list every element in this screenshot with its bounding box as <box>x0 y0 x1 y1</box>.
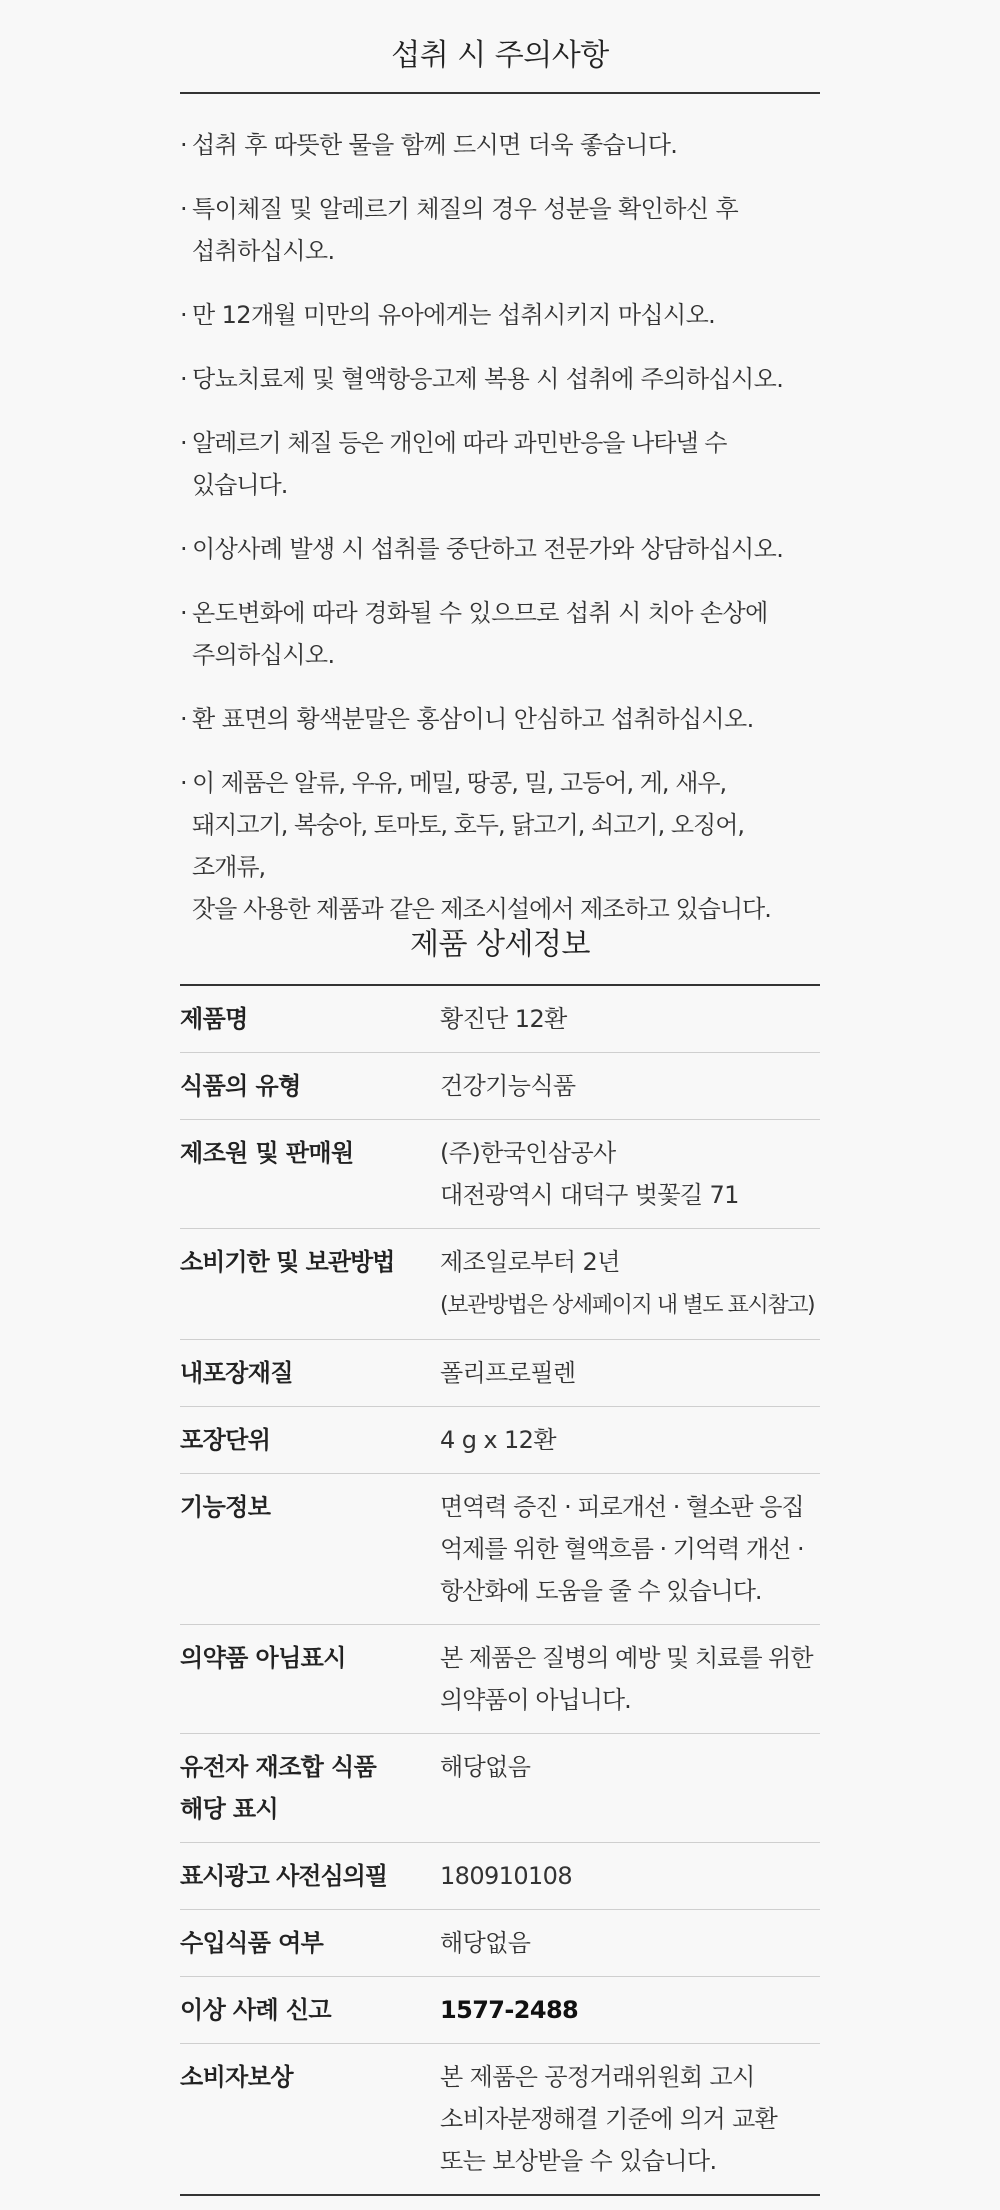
caution-item <box>180 698 820 740</box>
row-label-imported: 수입식품 여부 <box>180 1929 324 1957</box>
caution-item <box>180 422 820 506</box>
product-info-table <box>180 986 820 2196</box>
detail-title: 제품 상세정보 <box>410 927 590 962</box>
table-row <box>180 1734 820 1843</box>
caution-text: 만 12개월 미만의 유아에게는 섭취시키지 마십시오. <box>192 301 716 329</box>
row-value-not-medicine: 본 제품은 질병의 예방 및 치료를 위한 의약품이 아닙니다. <box>440 1644 813 1714</box>
row-label-adverse-report: 이상 사례 신고 <box>180 1996 332 2024</box>
table-row <box>180 1053 820 1120</box>
table-row <box>180 1977 820 2044</box>
row-value-product-name: 황진단 12환 <box>440 1005 567 1033</box>
row-label-consumer-compensation: 소비자보상 <box>180 2063 293 2091</box>
expiry-text: 제조일로부터 2년 <box>440 1248 620 1276</box>
row-value-expiry-storage <box>440 1229 820 1340</box>
row-value-manufacturer: (주)한국인삼공사 대전광역시 대덕구 벚꽃길 71 <box>440 1139 739 1209</box>
row-value-imported: 해당없음 <box>440 1929 531 1957</box>
row-value-packaging-material: 폴리프로필렌 <box>440 1359 576 1387</box>
caution-item <box>180 188 820 272</box>
row-value-function-info: 면역력 증진 · 피로개선 · 혈소판 응집 억제를 위한 혈액흐름 · 기억력 개선 · 항산화에 도움을 줄 수 있습니다. <box>440 1493 804 1605</box>
bullet-icon: · <box>180 599 188 627</box>
caution-text: 이상사례 발생 시 섭취를 중단하고 전문가와 상담하십시오. <box>192 535 784 563</box>
row-label-gmo: 유전자 재조합 식품 해당 표시 <box>180 1753 377 1823</box>
caution-item <box>180 528 820 570</box>
table-row <box>180 1120 820 1229</box>
caution-text: 환 표면의 황색분말은 홍삼이니 안심하고 섭취하십시오. <box>192 705 754 733</box>
row-label-expiry-storage: 소비기한 및 보관방법 <box>180 1248 395 1276</box>
caution-list <box>180 124 820 930</box>
bullet-icon: · <box>180 769 188 797</box>
bullet-icon: · <box>180 365 188 393</box>
row-value-consumer-compensation: 본 제품은 공정거래위원회 고시 소비자분쟁해결 기준에 의거 교환 또는 보상받을 수 있습니다. <box>440 2063 778 2175</box>
caution-title-rule <box>180 92 820 94</box>
row-label-not-medicine: 의약품 아님표시 <box>180 1644 346 1672</box>
row-label-packaging-material: 내포장재질 <box>180 1359 293 1387</box>
row-value-package-unit: 4 g x 12환 <box>440 1426 556 1454</box>
row-label-product-name: 제품명 <box>180 1005 248 1033</box>
caution-item <box>180 358 820 400</box>
caution-text: 섭취 후 따뜻한 물을 함께 드시면 더욱 좋습니다. <box>192 131 678 159</box>
bullet-icon: · <box>180 535 188 563</box>
row-value-gmo: 해당없음 <box>440 1753 531 1781</box>
table-row <box>180 1340 820 1407</box>
caution-section <box>180 36 820 952</box>
bullet-icon: · <box>180 195 188 223</box>
table-row <box>180 1625 820 1734</box>
caution-item <box>180 124 820 166</box>
table-row <box>180 986 820 1053</box>
bullet-icon: · <box>180 131 188 159</box>
table-row <box>180 1229 820 1340</box>
table-row <box>180 1843 820 1910</box>
caution-item <box>180 592 820 676</box>
row-label-function-info: 기능정보 <box>180 1493 271 1521</box>
caution-text: 이 제품은 알류, 우유, 메밀, 땅콩, 밀, 고등어, 게, 새우, 돼지고기, 복숭아, 토마토, 호두, 닭고기, 쇠고기, 오징어, 조개류, 잣을 사용한 제품과 같은 제조시설에서 제조하고 있습니다. <box>192 769 771 923</box>
product-detail-section <box>180 920 820 2196</box>
storage-note: (보관방법은 상세페이지 내 별도 표시참고) <box>440 1293 815 1318</box>
caution-text: 당뇨치료제 및 혈액항응고제 복용 시 섭취에 주의하십시오. <box>192 365 784 393</box>
table-row <box>180 1910 820 1977</box>
row-label-package-unit: 포장단위 <box>180 1426 271 1454</box>
table-row <box>180 2044 820 2196</box>
row-value-food-type: 건강기능식품 <box>440 1072 576 1100</box>
row-value-ad-review: 180910108 <box>440 1862 573 1890</box>
bullet-icon: · <box>180 705 188 733</box>
table-row <box>180 1474 820 1625</box>
caution-text: 알레르기 체질 등은 개인에 따라 과민반응을 나타낼 수 있습니다. <box>192 429 727 499</box>
row-value-adverse-report-phone: 1577-2488 <box>440 1996 579 2024</box>
bullet-icon: · <box>180 301 188 329</box>
row-label-food-type: 식품의 유형 <box>180 1072 301 1100</box>
caution-text: 온도변화에 따라 경화될 수 있으므로 섭취 시 치아 손상에 주의하십시오. <box>192 599 768 669</box>
caution-item <box>180 762 820 930</box>
caution-text: 특이체질 및 알레르기 체질의 경우 성분을 확인하신 후 섭취하십시오. <box>192 195 739 265</box>
bullet-icon: · <box>180 429 188 457</box>
caution-title: 섭취 시 주의사항 <box>391 38 609 73</box>
caution-item <box>180 294 820 336</box>
table-row <box>180 1407 820 1474</box>
row-label-ad-review: 표시광고 사전심의필 <box>180 1862 388 1890</box>
row-label-manufacturer: 제조원 및 판매원 <box>180 1139 354 1167</box>
